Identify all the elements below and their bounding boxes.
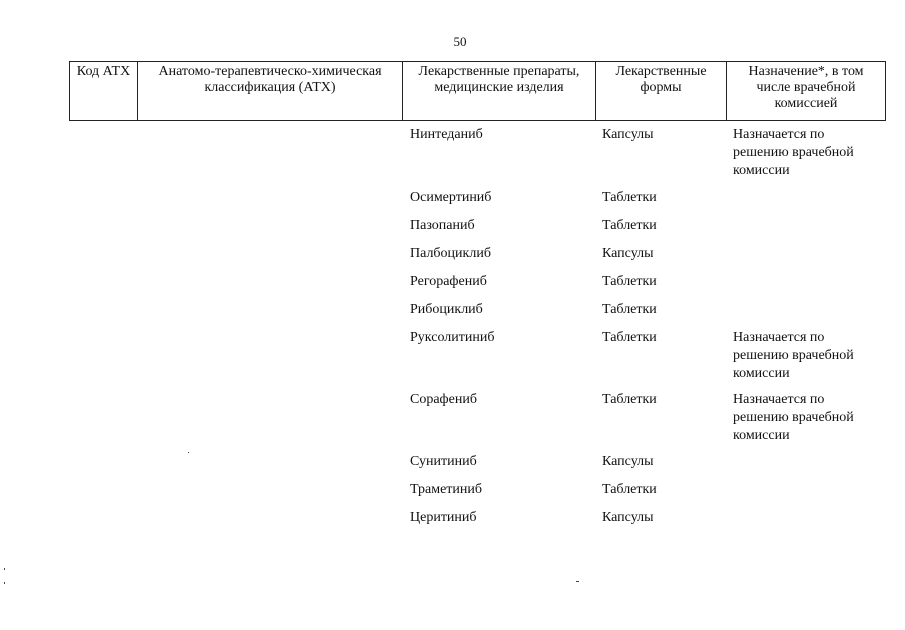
header-drugs: Лекарственные препараты, медицинские изделия <box>403 62 596 121</box>
dosage-form: Капсулы <box>602 246 654 261</box>
purpose-note: Назначается по решению врачебной комиссии <box>733 330 854 381</box>
dosage-form: Капсулы <box>602 127 654 142</box>
page-number: 50 <box>453 34 467 49</box>
purpose-note: Назначается по решению врачебной комиссии <box>733 392 854 443</box>
drug-name: Траметиниб <box>410 482 483 497</box>
drug-name: Сунитиниб <box>410 454 477 469</box>
drug-name: Регорафениб <box>410 274 487 289</box>
header-dosage-forms: Лекарственные формы <box>596 62 727 121</box>
dosage-form: Таблетки <box>602 302 657 317</box>
scan-speck <box>4 582 5 584</box>
header-atc-classification: Анатомо-терапевтическо-химическая классификация (АТХ) <box>138 62 403 121</box>
dosage-form: Таблетки <box>602 190 657 205</box>
purpose-note: Назначается по решению врачебной комиссии <box>733 127 854 178</box>
table-header <box>69 61 886 121</box>
scan-speck <box>4 568 5 570</box>
drug-name: Нинтеданиб <box>410 127 483 142</box>
header-purpose: Назначение*, в том числе врачебной комиссией <box>727 62 886 121</box>
dosage-form: Таблетки <box>602 218 657 233</box>
dosage-form: Капсулы <box>602 454 654 469</box>
drug-name: Церитиниб <box>410 510 477 525</box>
drug-name: Сорафениб <box>410 392 477 407</box>
drug-name: Палбоциклиб <box>410 246 491 261</box>
scan-speck <box>188 452 189 453</box>
drug-name: Руксолитиниб <box>410 330 495 345</box>
scan-speck <box>576 581 579 582</box>
header-atc-code: Код АТХ <box>70 62 138 121</box>
dosage-form: Таблетки <box>602 274 657 289</box>
dosage-form: Таблетки <box>602 482 657 497</box>
drug-name: Осимертиниб <box>410 190 492 205</box>
dosage-form: Таблетки <box>602 392 657 407</box>
drug-name: Пазопаниб <box>410 218 475 233</box>
dosage-form: Таблетки <box>602 330 657 345</box>
drug-name: Рибоциклиб <box>410 302 483 317</box>
dosage-form: Капсулы <box>602 510 654 525</box>
